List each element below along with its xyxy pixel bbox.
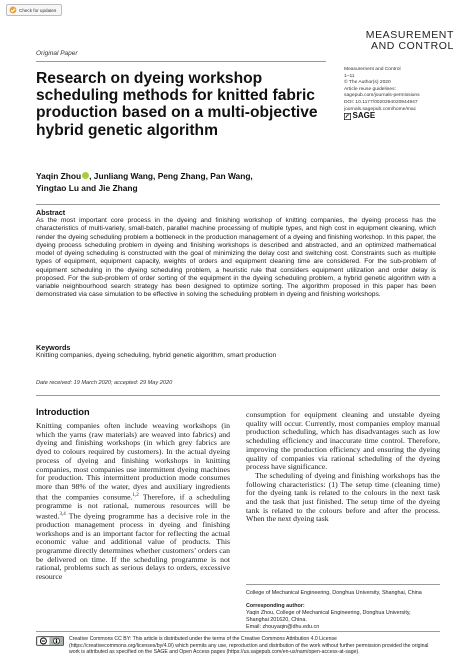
affiliation-block [246, 590, 440, 631]
check-for-updates-badge[interactable] [6, 4, 62, 16]
intro-heading: Introduction [36, 407, 90, 417]
citation-1-2[interactable]: 1,2 [132, 492, 139, 498]
license-block [36, 636, 440, 656]
intro-right-paragraph-1: consumption for equipment cleaning and unstable dyeing quality will occur. Currently, most companies employ manual production scheduling, which has disadvantages such as low scheduling efficiency and inaccurate time control. Therefore, improving the production efficiency and ensuring the dyeing quality of companies via rational scheduling of the dyeing process have significance. [246, 410, 440, 472]
svg-text:cc: cc [41, 639, 46, 644]
keywords-text: Knitting companies, dyeing scheduling, hybrid genetic algorithm, smart production [36, 352, 277, 359]
meta-journal-link[interactable]: journals.sagepub.com/home/mac [344, 106, 417, 112]
meta-doi[interactable]: DOI: 10.1177/0020294020944947 [344, 99, 418, 105]
corresponding-author-line2: Shanghai 201620, China. [246, 617, 307, 623]
corresponding-author-line1: Yaqin Zhou, College of Mechanical Engineering, Donghua University, [246, 610, 411, 616]
article-meta [344, 67, 456, 120]
article-title: Research on dyeing workshop scheduling methods for knitted fabric production based on a multi-objective hybrid genetic algorithm [36, 70, 318, 139]
publisher-logo [344, 110, 456, 120]
intro-p1-part-c: The dyeing programme has a decisive role in the production management process in dyeing and finishing workshops and is an important factor for reflecting the actual economic value and additional value of products. This programme directly determines whether customers’ orders can be delivered on time. If the scheduling programme is not rational, problems such as serious delays to orders, excessive resource [36, 511, 230, 582]
corresponding-author-label: Corresponding author: [246, 603, 305, 609]
meta-reuse-link[interactable]: sagepub.com/journals-permissions [344, 93, 420, 99]
article-dates: Date received: 19 March 2020; accepted: 29 May 2020 [36, 380, 173, 386]
intro-right-column [246, 411, 440, 524]
abstract-bottom-divider [36, 395, 440, 396]
author-first: Yaqin Zhou [36, 171, 82, 181]
abstract-heading: Abstract [36, 208, 66, 217]
journal-logo-line1: MEASUREMENT [365, 29, 454, 41]
affiliation-institution: College of Mechanical Engineering, Donghua University, Shanghai, China [246, 590, 422, 596]
meta-journal: Measurement and Control [344, 67, 401, 72]
citation-3-4[interactable]: 3,4 [59, 511, 66, 517]
affiliation-divider [246, 584, 440, 585]
license-text: Creative Commons CC BY: This article is distributed under the terms of the Creative Commons Attribution 4.0 License (https://creativecommons.org/licenses/by/4.0/) which permits any use, reproduction and distribution of the work without further permission provided the original work is attributed as specified on the SAGE and Open Access pages (https://us.sagepub.com/en-us/nam/open-access-at-sage). [69, 636, 429, 656]
publisher-name: SAGE [352, 110, 376, 120]
intro-p1-part-a: Knitting companies often include weaving workshops (in which the yarns (raw materials) are weaved into fabrics) and dyeing and finishing workshops (in which grey fabrics are dyed to colours required by customers). In the actual dyeing process of dyeing and finishing workshops in knitting companies, most companies use intermittent dyeing machines for production. This intermittent production mode consumes more than 98% of the water, dyes and auxiliary ingredients that the companies consume. [36, 421, 230, 502]
article-type: Original Paper [36, 50, 78, 57]
corresponding-author-email[interactable]: Email: zhouyaqin@dhu.edu.cn [246, 624, 320, 630]
authors-rest: , Junliang Wang, Peng Zhang, Pan Wang, [89, 171, 253, 181]
header-divider [36, 61, 326, 62]
check-updates-icon [9, 6, 17, 14]
meta-pages: 1–11 [344, 73, 355, 79]
meta-reuse-label: Article reuse guidelines: [344, 86, 396, 92]
check-for-updates-label: Check for updates [19, 7, 57, 13]
intro-right-paragraph-2: The scheduling of dyeing and finishing workshops has the following characteristics: (1) The setup time (cleaning time) for the dyeing tank is related to the colours in the next task and the task that just finished. The setup time of the dyeing tank is related to the colours before and after the process. When the next dyeing task [246, 470, 440, 524]
intro-p1-part-b: Therefore, if a scheduling programme is not rational, numerous resources will be wasted. [36, 492, 230, 521]
abstract-top-divider [36, 204, 440, 205]
license-divider [36, 631, 440, 632]
creative-commons-by-icon[interactable] [36, 636, 64, 646]
author-list [36, 170, 336, 194]
journal-logo-line2: AND CONTROL [370, 39, 454, 52]
intro-left-column [36, 422, 230, 582]
abstract-text: As the most important core process in the dyeing and finishing workshop of knitting companies, the dyeing process has the characteristics of multi-variety, small-batch, parallel machine processing of multiple types, and high cost in equipment cleaning, which render the dyeing scheduling problem a bottleneck in the production management of a dyeing and finishing workshop. In this paper, the dyeing process scheduling problem in dyeing and finishing workshops is described and abstracted, and an optimized mathematical model of dyeing scheduling is constructed with the goal of minimizing the delay cost and switching cost. Constraints such as multiple types of equipment, equipment capacity, weights of orders and equipment cleaning time are considered. For the sub-problem of equipment scheduling in the dyeing scheduling problem, a heuristic rule that considers equipment utilization and order delay is proposed. For the sub-problem of order sorting of the equipment in the dyeing scheduling problem, a hybrid genetic algorithm with a variable neighbourhood search strategy has been designed to optimize sorting. The algorithm proposed in this paper has been demonstrated via case simulation to be effective in solving the scheduling problem in dyeing and finishing workshops. [36, 217, 436, 299]
meta-copyright: © The Author(s) 2020 [344, 80, 391, 86]
authors-line2: Yingtao Lu and Jie Zhang [36, 183, 138, 193]
intro-paragraph-1 [36, 422, 230, 582]
sage-logo-icon [344, 113, 351, 120]
journal-logo [366, 30, 454, 51]
keywords-heading: Keywords [36, 343, 71, 352]
